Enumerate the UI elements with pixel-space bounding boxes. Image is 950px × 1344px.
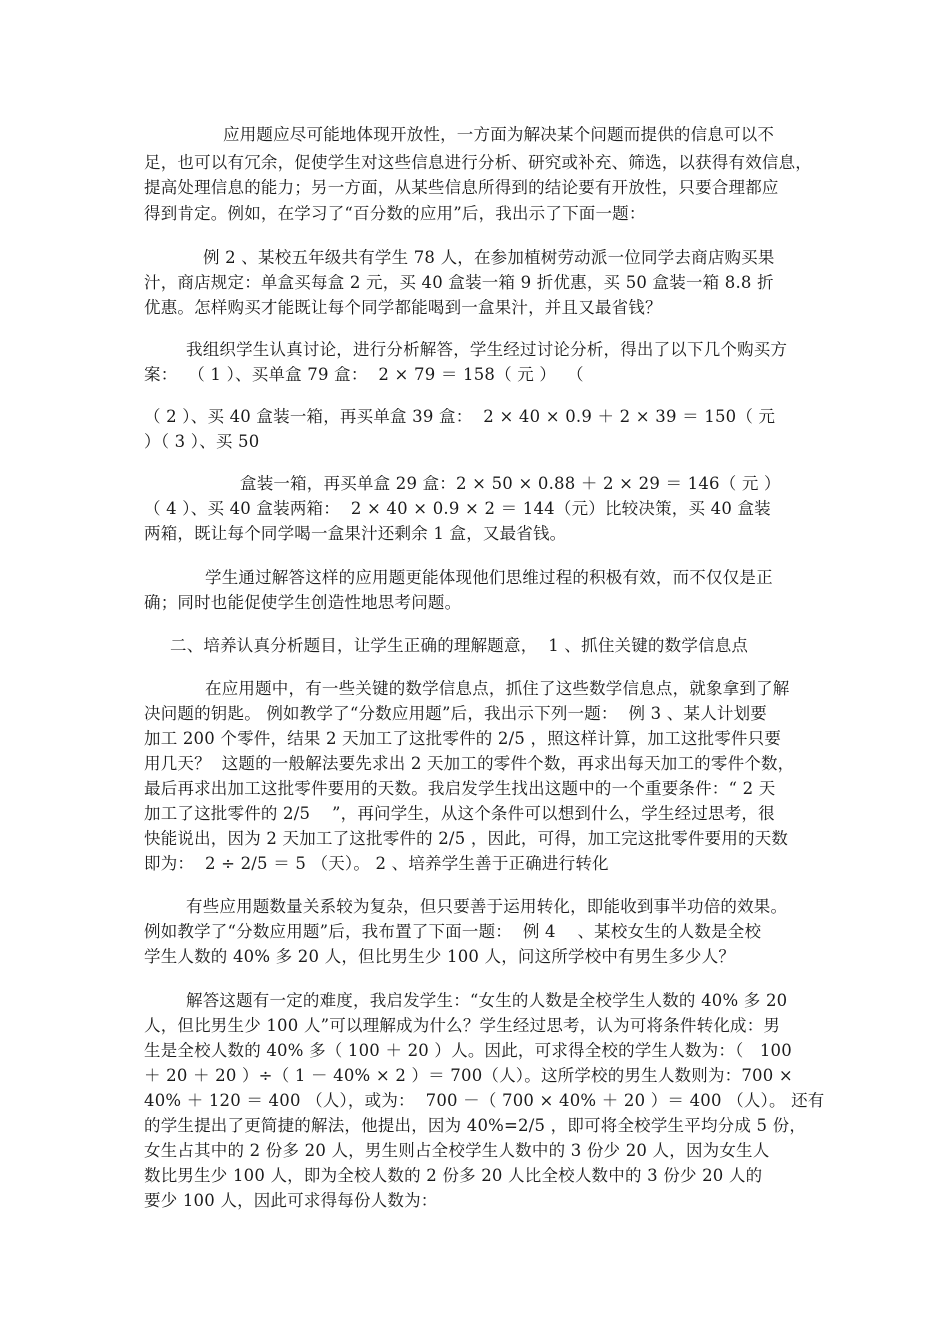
text-line: 生是全校人数的 40% 多（ 100 ＋ 20 ）人。因此，可求得全校的学生人数为：（ 100	[144, 1041, 792, 1060]
text-line: 女生占其中的 2 份多 20 人，男生则占全校学生人数中的 3 份少 20 人，因为女生人	[144, 1141, 770, 1160]
text-line: 例如教学了“分数应用题”后，我布置了下面一题： 例 4 、某校女生的人数是全校	[144, 922, 762, 941]
text-line: 学生通过解答这样的应用题更能体现他们思维过程的积极有效，而不仅仅是正	[205, 568, 773, 587]
text-line: （ 4 ）、买 40 盒装两箱： 2 × 40 × 0.9 × 2 ＝ 144（元）比较决策，买 40 盒装	[144, 499, 771, 518]
text-line: 例 2 、某校五年级共有学生 78 人，在参加植树劳动派一位同学去商店购买果	[203, 248, 775, 267]
text-line: 优惠。怎样购买才能既让每个同学都能喝到一盒果汁，并且又最省钱？	[144, 298, 662, 317]
text-line: 汁，商店规定：单盒买每盒 2 元，买 40 盒装一箱 9 折优惠，买 50 盒装一箱 8.8 折	[144, 273, 774, 292]
text-line: 在应用题中，有一些关键的数学信息点，抓住了这些数学信息点，就象拿到了解	[205, 679, 790, 698]
text-line: 我组织学生认真讨论，进行分析解答，学生经过讨论分析，得出了以下几个购买方	[186, 340, 788, 359]
text-line: 用几天？ 这题的一般解法要先求出 2 天加工的零件个数，再求出每天加工的零件个数，	[144, 754, 795, 773]
text-line: 加工了这批零件的 2/5 ”，再问学生，从这个条件可以想到什么，学生经过思考，很	[144, 804, 775, 823]
text-line: 数比男生少 100 人，即为全校人数的 2 份多 20 人比全校人数中的 3 份少 20 人的	[144, 1166, 763, 1185]
text-line: 提高处理信息的能力；另一方面，从某些信息所得到的结论要有开放性，只要合理都应	[144, 178, 779, 197]
text-line: 40% ＋ 120 ＝ 400 （人），或为： 700 －（ 700 × 40% ＋ 20 ）＝ 400 （人）。 还有	[144, 1091, 825, 1110]
text-line: 最后再求出加工这批零件要用的天数。我启发学生找出这题中的一个重要条件：“ 2 天	[144, 779, 776, 798]
text-line: 要少 100 人，因此可求得每份人数为：	[144, 1191, 438, 1210]
text-line: 学生人数的 40% 多 20 人，但比男生少 100 人，问这所学校中有男生多少人？	[144, 947, 736, 966]
text-line: 应用题应尽可能地体现开放性，一方面为解决某个问题而提供的信息可以不	[223, 125, 775, 144]
text-line: ＋ 20 ＋ 20 ）÷（ 1 － 40% × 2 ）＝ 700（人）。这所学校的男生人数则为：700 ×	[144, 1066, 793, 1085]
text-line: 加工 200 个零件，结果 2 天加工了这批零件的 2/5 ，照这样计算，加工这批零件只要	[144, 729, 782, 748]
text-line: 的学生提出了更简捷的解法，他提出，因为 40%=2/5 ，即可将全校学生平均分成 5 份，	[144, 1116, 807, 1135]
text-line: 决问题的钥匙。 例如教学了“分数应用题”后，我出示下列一题： 例 3 、某人计划要	[144, 704, 767, 723]
text-line: 足，也可以有冗余，促使学生对这些信息进行分析、研究或补充、筛选，以获得有效信息，	[144, 153, 812, 172]
text-line: 解答这题有一定的难度，我启发学生：“女生的人数是全校学生人数的 40% 多 20	[186, 991, 788, 1010]
text-line: 确；同时也能促使学生创造性地思考问题。	[144, 593, 462, 612]
text-line: 盒装一箱，再买单盒 29 盒：2 × 50 × 0.88 ＋ 2 × 29 ＝ 146（ 元 ）	[240, 474, 781, 493]
text-line: 案： （ 1 ）、买单盒 79 盒： 2 × 79 ＝ 158（ 元 ） （	[144, 365, 584, 384]
text-line: ）（ 3 ）、买 50	[144, 432, 260, 451]
text-line: （ 2 ）、买 40 盒装一箱，再买单盒 39 盒： 2 × 40 × 0.9 ＋ 2 × 39 ＝ 150（ 元	[144, 407, 776, 426]
text-line: 得到肯定。例如，在学习了“百分数的应用”后，我出示了下面一题：	[144, 204, 646, 223]
text-line: 即为： 2 ÷ 2/5 ＝ 5 （天）。 2 、培养学生善于正确进行转化	[144, 854, 609, 873]
text-line: 人，但比男生少 100 人”可以理解成为什么？学生经过思考，认为可将条件转化成：男	[144, 1016, 781, 1035]
section-heading: 二、培养认真分析题目，让学生正确的理解题意， 1 、抓住关键的数学信息点	[170, 636, 749, 655]
text-line: 快能说出，因为 2 天加工了这批零件的 2/5 ，因此，可得，加工完这批零件要用的天数	[144, 829, 789, 848]
text-line: 有些应用题数量关系较为复杂，但只要善于运用转化，即能收到事半功倍的效果。	[186, 897, 788, 916]
text-line: 两箱，既让每个同学喝一盒果汁还剩余 1 盒，又最省钱。	[144, 524, 567, 543]
